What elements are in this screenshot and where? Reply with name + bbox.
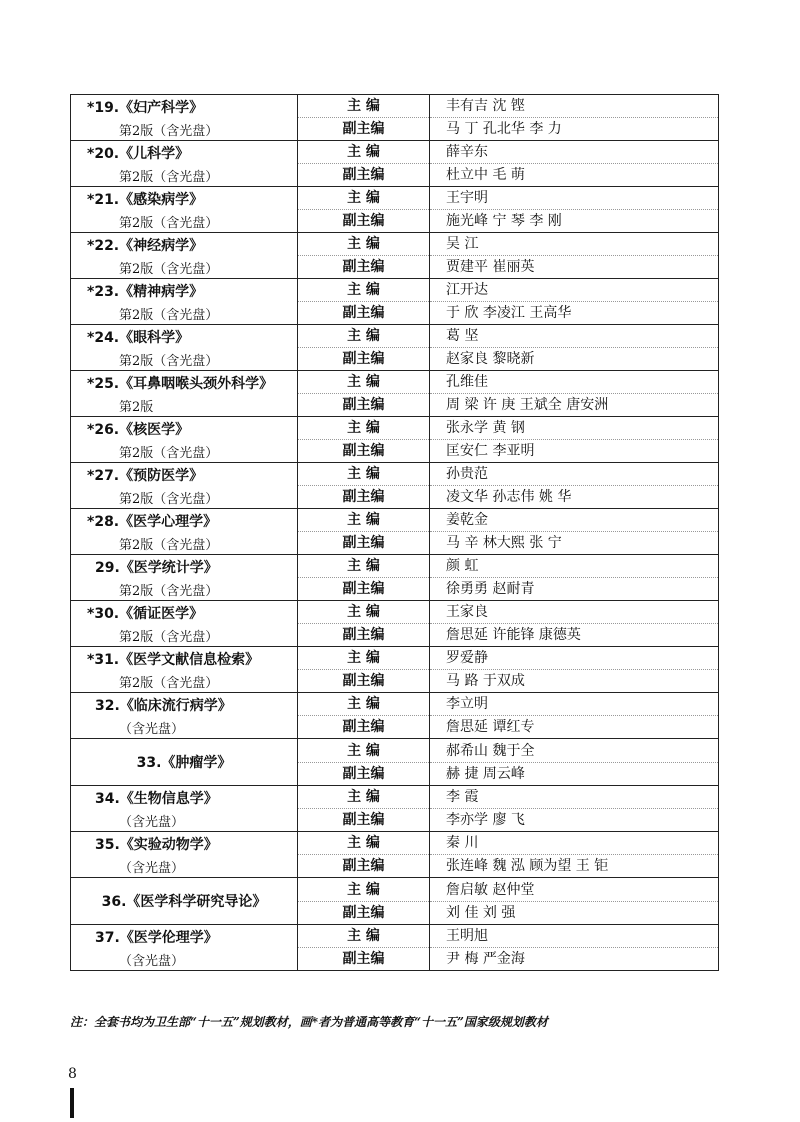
book-number: 35. xyxy=(95,836,120,853)
chief-editor-role: 主 编 xyxy=(347,512,380,528)
book-title xyxy=(71,511,297,531)
book-row xyxy=(71,925,719,971)
deputy-editor-role: 副主编 xyxy=(298,947,429,970)
deputy-editor-role: 副主编 xyxy=(298,577,429,600)
book-title-wrap xyxy=(71,739,297,785)
book-title-text: 《肿瘤学》 xyxy=(161,755,232,771)
role-cell xyxy=(298,325,430,371)
chief-editor-names: 王宇明 xyxy=(446,190,488,206)
book-title-cell xyxy=(71,141,298,187)
book-title-cell xyxy=(71,878,298,925)
book-title-wrap xyxy=(71,878,297,924)
book-number: *23. xyxy=(87,283,120,300)
deputy-editor-role: 副主编 xyxy=(298,301,429,324)
deputy-editor-names: 于 欣 李凌江 王高华 xyxy=(430,301,718,324)
deputy-editor-names: 赵家良 黎晓新 xyxy=(430,347,718,370)
names-cell xyxy=(430,325,719,371)
book-edition: 第2版（含光盘） xyxy=(119,445,219,461)
chief-editor-role: 主 编 xyxy=(347,928,380,944)
book-number: *28. xyxy=(87,513,120,530)
names-cell xyxy=(430,141,719,187)
deputy-editor-names: 马 辛 林大熙 张 宁 xyxy=(430,531,718,554)
names-cell xyxy=(430,509,719,555)
book-row xyxy=(71,832,719,878)
chief-editor-names: 颜 虹 xyxy=(446,558,479,574)
book-title xyxy=(71,419,297,439)
book-title-text: 《生物信息学》 xyxy=(119,790,218,807)
names-cell xyxy=(430,739,719,786)
book-title-text: 《循证医学》 xyxy=(119,605,204,622)
book-title-cell xyxy=(71,371,298,417)
deputy-editor-role: 副主编 xyxy=(298,762,429,785)
book-row xyxy=(71,371,719,417)
role-cell xyxy=(298,371,430,417)
book-number: 29. xyxy=(95,559,120,576)
deputy-editor-role: 副主编 xyxy=(298,209,429,232)
deputy-editor-names: 杜立中 毛 萌 xyxy=(430,163,718,186)
book-number: 32. xyxy=(95,697,120,714)
book-title xyxy=(71,373,297,393)
chief-editor-role: 主 编 xyxy=(347,558,380,574)
book-title xyxy=(71,927,297,947)
book-row xyxy=(71,509,719,555)
book-title xyxy=(71,465,297,485)
book-title-text: 《核医学》 xyxy=(119,421,190,438)
book-title xyxy=(71,281,297,301)
book-title-text: 《医学统计学》 xyxy=(119,559,218,576)
chief-editor-names: 薛辛东 xyxy=(446,144,488,160)
book-number: *24. xyxy=(87,329,120,346)
book-edition: 第2版（含光盘） xyxy=(119,169,219,185)
book-title xyxy=(137,752,232,772)
deputy-editor-role: 副主编 xyxy=(298,347,429,370)
book-title-cell xyxy=(71,693,298,739)
names-cell xyxy=(430,878,719,925)
book-number: 34. xyxy=(95,790,120,807)
role-cell xyxy=(298,878,430,925)
book-title-cell xyxy=(71,555,298,601)
deputy-editor-names: 施光峰 宁 琴 李 刚 xyxy=(430,209,718,232)
book-title-cell xyxy=(71,463,298,509)
role-cell xyxy=(298,509,430,555)
names-cell xyxy=(430,233,719,279)
role-cell xyxy=(298,832,430,878)
book-edition: 第2版（含光盘） xyxy=(119,675,219,691)
role-cell xyxy=(298,739,430,786)
book-number: *31. xyxy=(87,651,120,668)
book-row xyxy=(71,693,719,739)
role-cell xyxy=(298,141,430,187)
chief-editor-names: 丰有吉 沈 铿 xyxy=(446,98,525,114)
book-title-cell xyxy=(71,279,298,325)
names-cell xyxy=(430,463,719,509)
book-edition: 第2版（含光盘） xyxy=(119,353,219,369)
deputy-editor-names: 赫 捷 周云峰 xyxy=(430,762,718,785)
book-row xyxy=(71,417,719,463)
deputy-editor-role: 副主编 xyxy=(298,623,429,646)
book-title-text: 《感染病学》 xyxy=(119,191,204,208)
deputy-editor-role: 副主编 xyxy=(298,439,429,462)
book-title-text: 《儿科学》 xyxy=(119,145,190,162)
chief-editor-names: 张永学 黄 钢 xyxy=(446,420,525,436)
book-title-text: 《耳鼻咽喉头颈外科学》 xyxy=(119,375,274,392)
names-cell xyxy=(430,279,719,325)
chief-editor-role: 主 编 xyxy=(347,282,380,298)
deputy-editor-names: 马 路 于双成 xyxy=(430,669,718,692)
names-cell xyxy=(430,187,719,233)
role-cell xyxy=(298,417,430,463)
deputy-editor-role: 副主编 xyxy=(298,163,429,186)
chief-editor-role: 主 编 xyxy=(347,328,380,344)
chief-editor-names: 江开达 xyxy=(446,282,488,298)
book-number: *20. xyxy=(87,145,120,162)
chief-editor-role: 主 编 xyxy=(347,420,380,436)
deputy-editor-names: 徐勇勇 赵耐青 xyxy=(430,577,718,600)
book-number: *22. xyxy=(87,237,120,254)
textbook-table xyxy=(70,94,719,971)
book-title-text: 《临床流行病学》 xyxy=(119,697,232,714)
book-title-text: 《精神病学》 xyxy=(119,283,204,300)
deputy-editor-role: 副主编 xyxy=(298,808,429,831)
book-title xyxy=(71,327,297,347)
chief-editor-names: 秦 川 xyxy=(446,835,479,851)
role-cell xyxy=(298,693,430,739)
role-cell xyxy=(298,647,430,693)
book-number: 36. xyxy=(101,894,127,910)
chief-editor-role: 主 编 xyxy=(347,881,380,898)
book-edition: （含光盘） xyxy=(119,721,185,737)
deputy-editor-names: 马 丁 孔北华 李 力 xyxy=(430,117,718,140)
book-title-text: 《医学文献信息检索》 xyxy=(119,651,260,668)
book-edition: 第2版（含光盘） xyxy=(119,307,219,323)
book-title-cell xyxy=(71,739,298,786)
book-title-cell xyxy=(71,647,298,693)
book-edition: 第2版 xyxy=(119,399,154,415)
book-row xyxy=(71,325,719,371)
book-title-cell xyxy=(71,95,298,141)
book-title-cell xyxy=(71,601,298,647)
role-cell xyxy=(298,555,430,601)
deputy-editor-role: 副主编 xyxy=(298,715,429,738)
chief-editor-names: 孔维佳 xyxy=(446,374,488,390)
deputy-editor-role: 副主编 xyxy=(298,117,429,140)
book-edition: 第2版（含光盘） xyxy=(119,123,219,139)
chief-editor-role: 主 编 xyxy=(347,466,380,482)
book-title-text: 《神经病学》 xyxy=(119,237,204,254)
names-cell xyxy=(430,925,719,971)
book-edition: （含光盘） xyxy=(119,860,185,876)
book-number: *25. xyxy=(87,375,120,392)
chief-editor-role: 主 编 xyxy=(347,604,380,620)
chief-editor-names: 姜乾金 xyxy=(446,512,488,528)
names-cell xyxy=(430,647,719,693)
role-cell xyxy=(298,601,430,647)
book-title-text: 《实验动物学》 xyxy=(119,836,218,853)
book-edition: （含光盘） xyxy=(119,814,185,830)
names-cell xyxy=(430,95,719,141)
textbook-table-body xyxy=(71,95,719,971)
book-row xyxy=(71,187,719,233)
deputy-editor-role: 副主编 xyxy=(298,531,429,554)
deputy-editor-role: 副主编 xyxy=(298,393,429,416)
book-title-cell xyxy=(71,325,298,371)
book-title-cell xyxy=(71,187,298,233)
names-cell xyxy=(430,601,719,647)
names-cell xyxy=(430,832,719,878)
deputy-editor-names: 贾建平 崔丽英 xyxy=(430,255,718,278)
book-number: *27. xyxy=(87,467,120,484)
book-title xyxy=(71,97,297,117)
book-title xyxy=(71,603,297,623)
chief-editor-names: 李 霞 xyxy=(446,789,479,805)
book-edition: 第2版（含光盘） xyxy=(119,583,219,599)
chief-editor-names: 李立明 xyxy=(446,696,488,712)
chief-editor-names: 孙贵范 xyxy=(446,466,488,482)
book-title-text: 《医学心理学》 xyxy=(119,513,218,530)
chief-editor-names: 王明旭 xyxy=(446,928,488,944)
book-title xyxy=(71,788,297,808)
book-row xyxy=(71,739,719,786)
chief-editor-names: 郝希山 魏于全 xyxy=(446,742,535,759)
book-title-text: 《医学伦理学》 xyxy=(119,929,218,946)
book-edition: 第2版（含光盘） xyxy=(119,491,219,507)
page-edge-bar xyxy=(70,1088,74,1118)
names-cell xyxy=(430,417,719,463)
deputy-editor-names: 周 梁 许 庚 王斌全 唐安洲 xyxy=(430,393,718,416)
page-number: 8 xyxy=(68,1066,77,1082)
role-cell xyxy=(298,279,430,325)
names-cell xyxy=(430,693,719,739)
deputy-editor-role: 副主编 xyxy=(298,255,429,278)
footnote: 注：全套书均为卫生部“十一五”规划教材，画*者为普通高等教育“十一五”国家级规划教材 xyxy=(70,1015,548,1029)
role-cell xyxy=(298,187,430,233)
book-title xyxy=(71,695,297,715)
names-cell xyxy=(430,371,719,417)
chief-editor-role: 主 编 xyxy=(347,374,380,390)
book-title-text: 《预防医学》 xyxy=(119,467,204,484)
book-edition: 第2版（含光盘） xyxy=(119,215,219,231)
deputy-editor-role: 副主编 xyxy=(298,901,429,924)
role-cell xyxy=(298,786,430,832)
book-title xyxy=(71,557,297,577)
names-cell xyxy=(430,786,719,832)
book-title-text: 《眼科学》 xyxy=(119,329,190,346)
book-title-cell xyxy=(71,925,298,971)
book-row xyxy=(71,555,719,601)
chief-editor-names: 吴 江 xyxy=(446,236,479,252)
book-title-cell xyxy=(71,786,298,832)
deputy-editor-names: 李亦学 廖 飞 xyxy=(430,808,718,831)
book-number: *19. xyxy=(87,99,120,116)
deputy-editor-names: 凌文华 孙志伟 姚 华 xyxy=(430,485,718,508)
book-title-text: 《医学科学研究导论》 xyxy=(126,894,267,910)
book-edition: 第2版（含光盘） xyxy=(119,261,219,277)
book-row xyxy=(71,601,719,647)
deputy-editor-role: 副主编 xyxy=(298,485,429,508)
deputy-editor-names: 匡安仁 李亚明 xyxy=(430,439,718,462)
role-cell xyxy=(298,463,430,509)
chief-editor-role: 主 编 xyxy=(347,236,380,252)
chief-editor-role: 主 编 xyxy=(347,650,380,666)
book-row xyxy=(71,141,719,187)
chief-editor-names: 葛 坚 xyxy=(446,328,479,344)
chief-editor-names: 詹启敏 赵仲堂 xyxy=(446,881,535,898)
book-title-cell xyxy=(71,233,298,279)
book-title xyxy=(71,143,297,163)
chief-editor-names: 王家良 xyxy=(446,604,488,620)
role-cell xyxy=(298,925,430,971)
role-cell xyxy=(298,233,430,279)
deputy-editor-role: 副主编 xyxy=(298,669,429,692)
deputy-editor-names: 尹 梅 严金海 xyxy=(430,947,718,970)
chief-editor-role: 主 编 xyxy=(347,789,380,805)
chief-editor-role: 主 编 xyxy=(347,742,380,759)
book-title-cell xyxy=(71,509,298,555)
book-title xyxy=(71,189,297,209)
book-title xyxy=(71,834,297,854)
book-title xyxy=(71,649,297,669)
book-row xyxy=(71,786,719,832)
book-title xyxy=(102,891,267,911)
deputy-editor-role: 副主编 xyxy=(298,854,429,877)
book-title-text: 《妇产科学》 xyxy=(119,99,204,116)
book-row xyxy=(71,463,719,509)
book-edition: （含光盘） xyxy=(119,953,185,969)
book-number: *26. xyxy=(87,421,120,438)
chief-editor-names: 罗爱静 xyxy=(446,650,488,666)
chief-editor-role: 主 编 xyxy=(347,98,380,114)
chief-editor-role: 主 编 xyxy=(347,144,380,160)
book-row xyxy=(71,647,719,693)
book-title-cell xyxy=(71,832,298,878)
deputy-editor-names: 张连峰 魏 泓 顾为望 王 钜 xyxy=(430,854,718,877)
role-cell xyxy=(298,95,430,141)
book-row xyxy=(71,279,719,325)
book-title-cell xyxy=(71,417,298,463)
chief-editor-role: 主 编 xyxy=(347,696,380,712)
deputy-editor-names: 詹思延 谭红专 xyxy=(430,715,718,738)
book-row xyxy=(71,95,719,141)
deputy-editor-names: 刘 佳 刘 强 xyxy=(430,901,718,924)
book-edition: 第2版（含光盘） xyxy=(119,537,219,553)
book-number: *21. xyxy=(87,191,120,208)
book-number: 37. xyxy=(95,929,120,946)
names-cell xyxy=(430,555,719,601)
book-number: *30. xyxy=(87,605,120,622)
book-row xyxy=(71,233,719,279)
book-title xyxy=(71,235,297,255)
book-number: 33. xyxy=(136,755,162,771)
chief-editor-role: 主 编 xyxy=(347,190,380,206)
book-row xyxy=(71,878,719,925)
book-edition: 第2版（含光盘） xyxy=(119,629,219,645)
deputy-editor-names: 詹思延 许能锋 康德英 xyxy=(430,623,718,646)
chief-editor-role: 主 编 xyxy=(347,835,380,851)
